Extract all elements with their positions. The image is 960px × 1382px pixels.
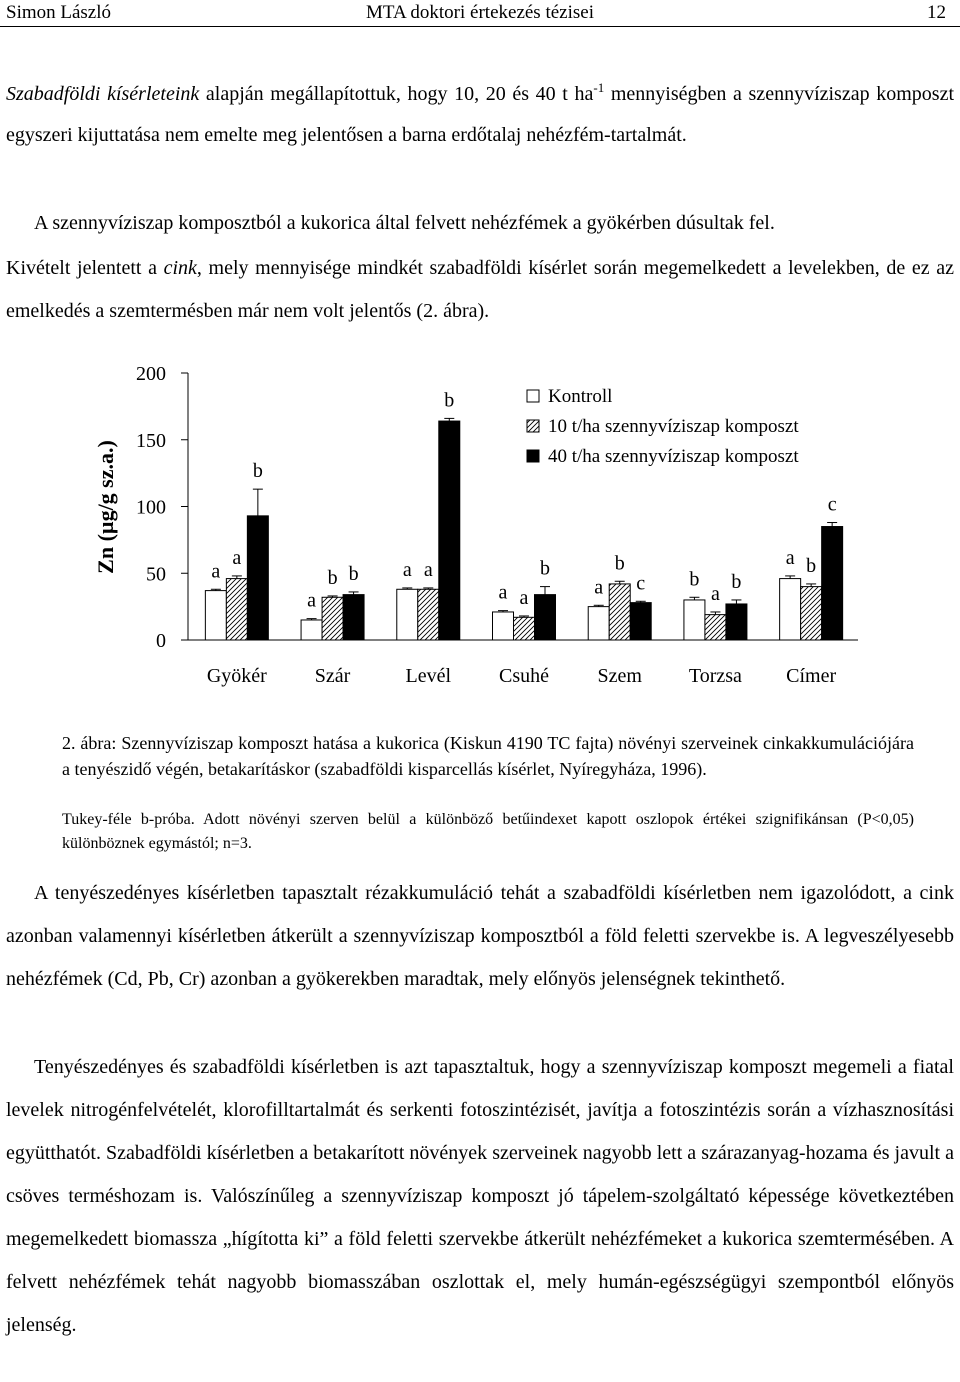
bar bbox=[439, 421, 460, 640]
x-tick-label: Csuhé bbox=[499, 665, 549, 687]
significance-letter: b bbox=[731, 570, 742, 593]
significance-letter: b bbox=[806, 554, 817, 577]
significance-letter: c bbox=[636, 572, 646, 595]
legend-swatch bbox=[527, 450, 539, 462]
header-title: MTA doktori értekezés tézisei bbox=[366, 2, 594, 23]
significance-letter: a bbox=[710, 582, 720, 605]
superscript-unit: -1 bbox=[593, 80, 605, 95]
paragraph-copper-zinc: A tenyészedényes kísérletben tapasztalt rézakkumuláció tehát a szabadföldi kísérletben nem igazolódott, a cink azonban valamennyi kísérletben átkerült a szennyvíziszap komposztból a föld feletti szervekbe is. A legveszélyesebb nehézfémek (Cd, Pb, Cr) azonban a gyökerekben maradtak, mely előnyös jelenségnek tekinthető. bbox=[6, 882, 954, 990]
legend-label: Kontroll bbox=[548, 386, 613, 407]
significance-letter: a bbox=[594, 576, 604, 599]
bar bbox=[322, 597, 343, 640]
x-tick-label: Szár bbox=[314, 665, 351, 687]
x-tick-label: Torzsa bbox=[688, 665, 742, 687]
bar bbox=[684, 600, 705, 640]
paragraph-text: , mely mennyisége mindkét szabadföldi kísérlet során megemelkedett a levelekben, de ez az emelkedés a szemtermésben már nem volt jelentős (2. ábra). bbox=[6, 257, 954, 322]
significance-letter: b bbox=[327, 566, 338, 589]
x-tick-label: Címer bbox=[786, 665, 837, 687]
significance-letter: b bbox=[614, 552, 625, 575]
x-tick-label: Gyökér bbox=[206, 665, 267, 687]
significance-letter: c bbox=[827, 493, 837, 516]
x-tick-label: Szem bbox=[597, 665, 642, 687]
legend-swatch bbox=[527, 420, 539, 432]
bar bbox=[247, 516, 268, 640]
page-header bbox=[0, 0, 960, 27]
y-axis-label: Zn (µg/g sz.a.) bbox=[93, 440, 118, 574]
significance-letter: a bbox=[519, 586, 529, 609]
bar bbox=[801, 587, 822, 640]
bar bbox=[822, 527, 843, 640]
y-tick-label: 100 bbox=[136, 496, 166, 519]
y-tick-label: 200 bbox=[136, 363, 166, 385]
x-tick-label: Levél bbox=[405, 665, 452, 687]
paragraph-text: mennyiségben a szennyvíziszap komposzt egyszeri kijuttatása nem emelte meg jelentősen a barna erdőtalaj nehézfém-tartalmát. bbox=[6, 83, 955, 146]
significance-letter: a bbox=[402, 558, 412, 581]
significance-letter: a bbox=[232, 546, 242, 569]
significance-letter: a bbox=[498, 581, 508, 604]
zinc-bar-chart bbox=[0, 345, 960, 720]
y-tick-label: 50 bbox=[146, 563, 166, 586]
bar bbox=[609, 584, 630, 640]
bar bbox=[535, 595, 556, 640]
page-number: 12 bbox=[927, 2, 946, 23]
paragraph-zinc-exception bbox=[6, 247, 954, 333]
bar bbox=[301, 620, 322, 640]
y-tick-label: 0 bbox=[156, 630, 166, 652]
figure-note: Tukey-féle b-próba. Adott növényi szerven belül a különböző betűindexet kapott oszlopok értékei szignifikánsan (P<0,05) különböznek egymástól; n=3. bbox=[62, 811, 914, 852]
significance-letter: b bbox=[689, 568, 700, 591]
paragraph-photosynthesis: Tenyészedényes és szabadföldi kísérletben is azt tapasztaltuk, hogy a szennyvíziszap komposzt megemeli a fiatal levelek nitrogénfelvételét, klorofilltartalmát és serkenti fotoszintézisét, javítja a fotoszintézis során a vízhasznosítási együtthatót. Szabadföldi kísérletben a betakarított növények szerveinek nagyobb lett a szárazanyag-hozama és javult a csöves terméshozam is. Valószínűleg a szennyvíziszap komposzt jó tápelem-szolgáltató képessége következtében megemelkedett biomassza „hígította ki” a föld feletti szervekbe átkerült nehézfémeket a kukorica szemtermésében. A felvett nehézfémek tehát nagyobb biomasszában oszlottak el, mely humán-egészségügyi szempontból előnyös jelenség. bbox=[6, 1056, 954, 1336]
significance-letter: b bbox=[252, 460, 263, 483]
bar bbox=[205, 591, 226, 640]
bar bbox=[343, 595, 364, 640]
bar bbox=[397, 589, 418, 640]
significance-letter: a bbox=[307, 589, 317, 612]
significance-letter: b bbox=[348, 562, 359, 585]
legend-label: 10 t/ha szennyvíziszap komposzt bbox=[548, 416, 799, 437]
legend-swatch bbox=[527, 390, 539, 402]
bar bbox=[514, 617, 535, 640]
paragraph-root-accumulation: A szennyvíziszap komposztból a kukorica által felvett nehézfémek a gyökérben dúsultak fel. bbox=[34, 212, 775, 234]
paragraph-text: alapján megállapítottuk, hogy 10, 20 és 40 t ha bbox=[199, 83, 594, 105]
paragraph-text: Kivételt jelentett a bbox=[6, 257, 164, 279]
header-author: Simon László bbox=[6, 2, 112, 23]
legend-label: 40 t/ha szennyvíziszap komposzt bbox=[548, 446, 799, 467]
bar bbox=[493, 612, 514, 640]
bar bbox=[418, 589, 439, 640]
significance-letter: b bbox=[444, 389, 455, 412]
y-tick-label: 150 bbox=[136, 429, 166, 452]
bar bbox=[588, 607, 609, 640]
paragraph-field-trial-results bbox=[6, 74, 954, 156]
bar bbox=[705, 615, 726, 640]
significance-letter: b bbox=[540, 557, 550, 580]
significance-letter: a bbox=[423, 558, 433, 581]
significance-letter: a bbox=[785, 546, 795, 569]
significance-letter: a bbox=[211, 560, 221, 583]
bar bbox=[630, 603, 651, 640]
bar bbox=[226, 579, 247, 640]
figure-caption: 2. ábra: Szennyvíziszap komposzt hatása a kukorica (Kiskun 4190 TC fajta) növényi szerveinek cinkakkumulációjára a tenyészidő végén, betakarításkor (szabadföldi kisparcellás kísérlet, Nyíregyháza, 1996). bbox=[62, 733, 914, 779]
paragraph-italic-term: cink bbox=[163, 257, 197, 279]
bar bbox=[780, 579, 801, 640]
paragraph-italic-lead: Szabadföldi kísérleteink bbox=[6, 83, 200, 105]
bar bbox=[726, 604, 747, 640]
